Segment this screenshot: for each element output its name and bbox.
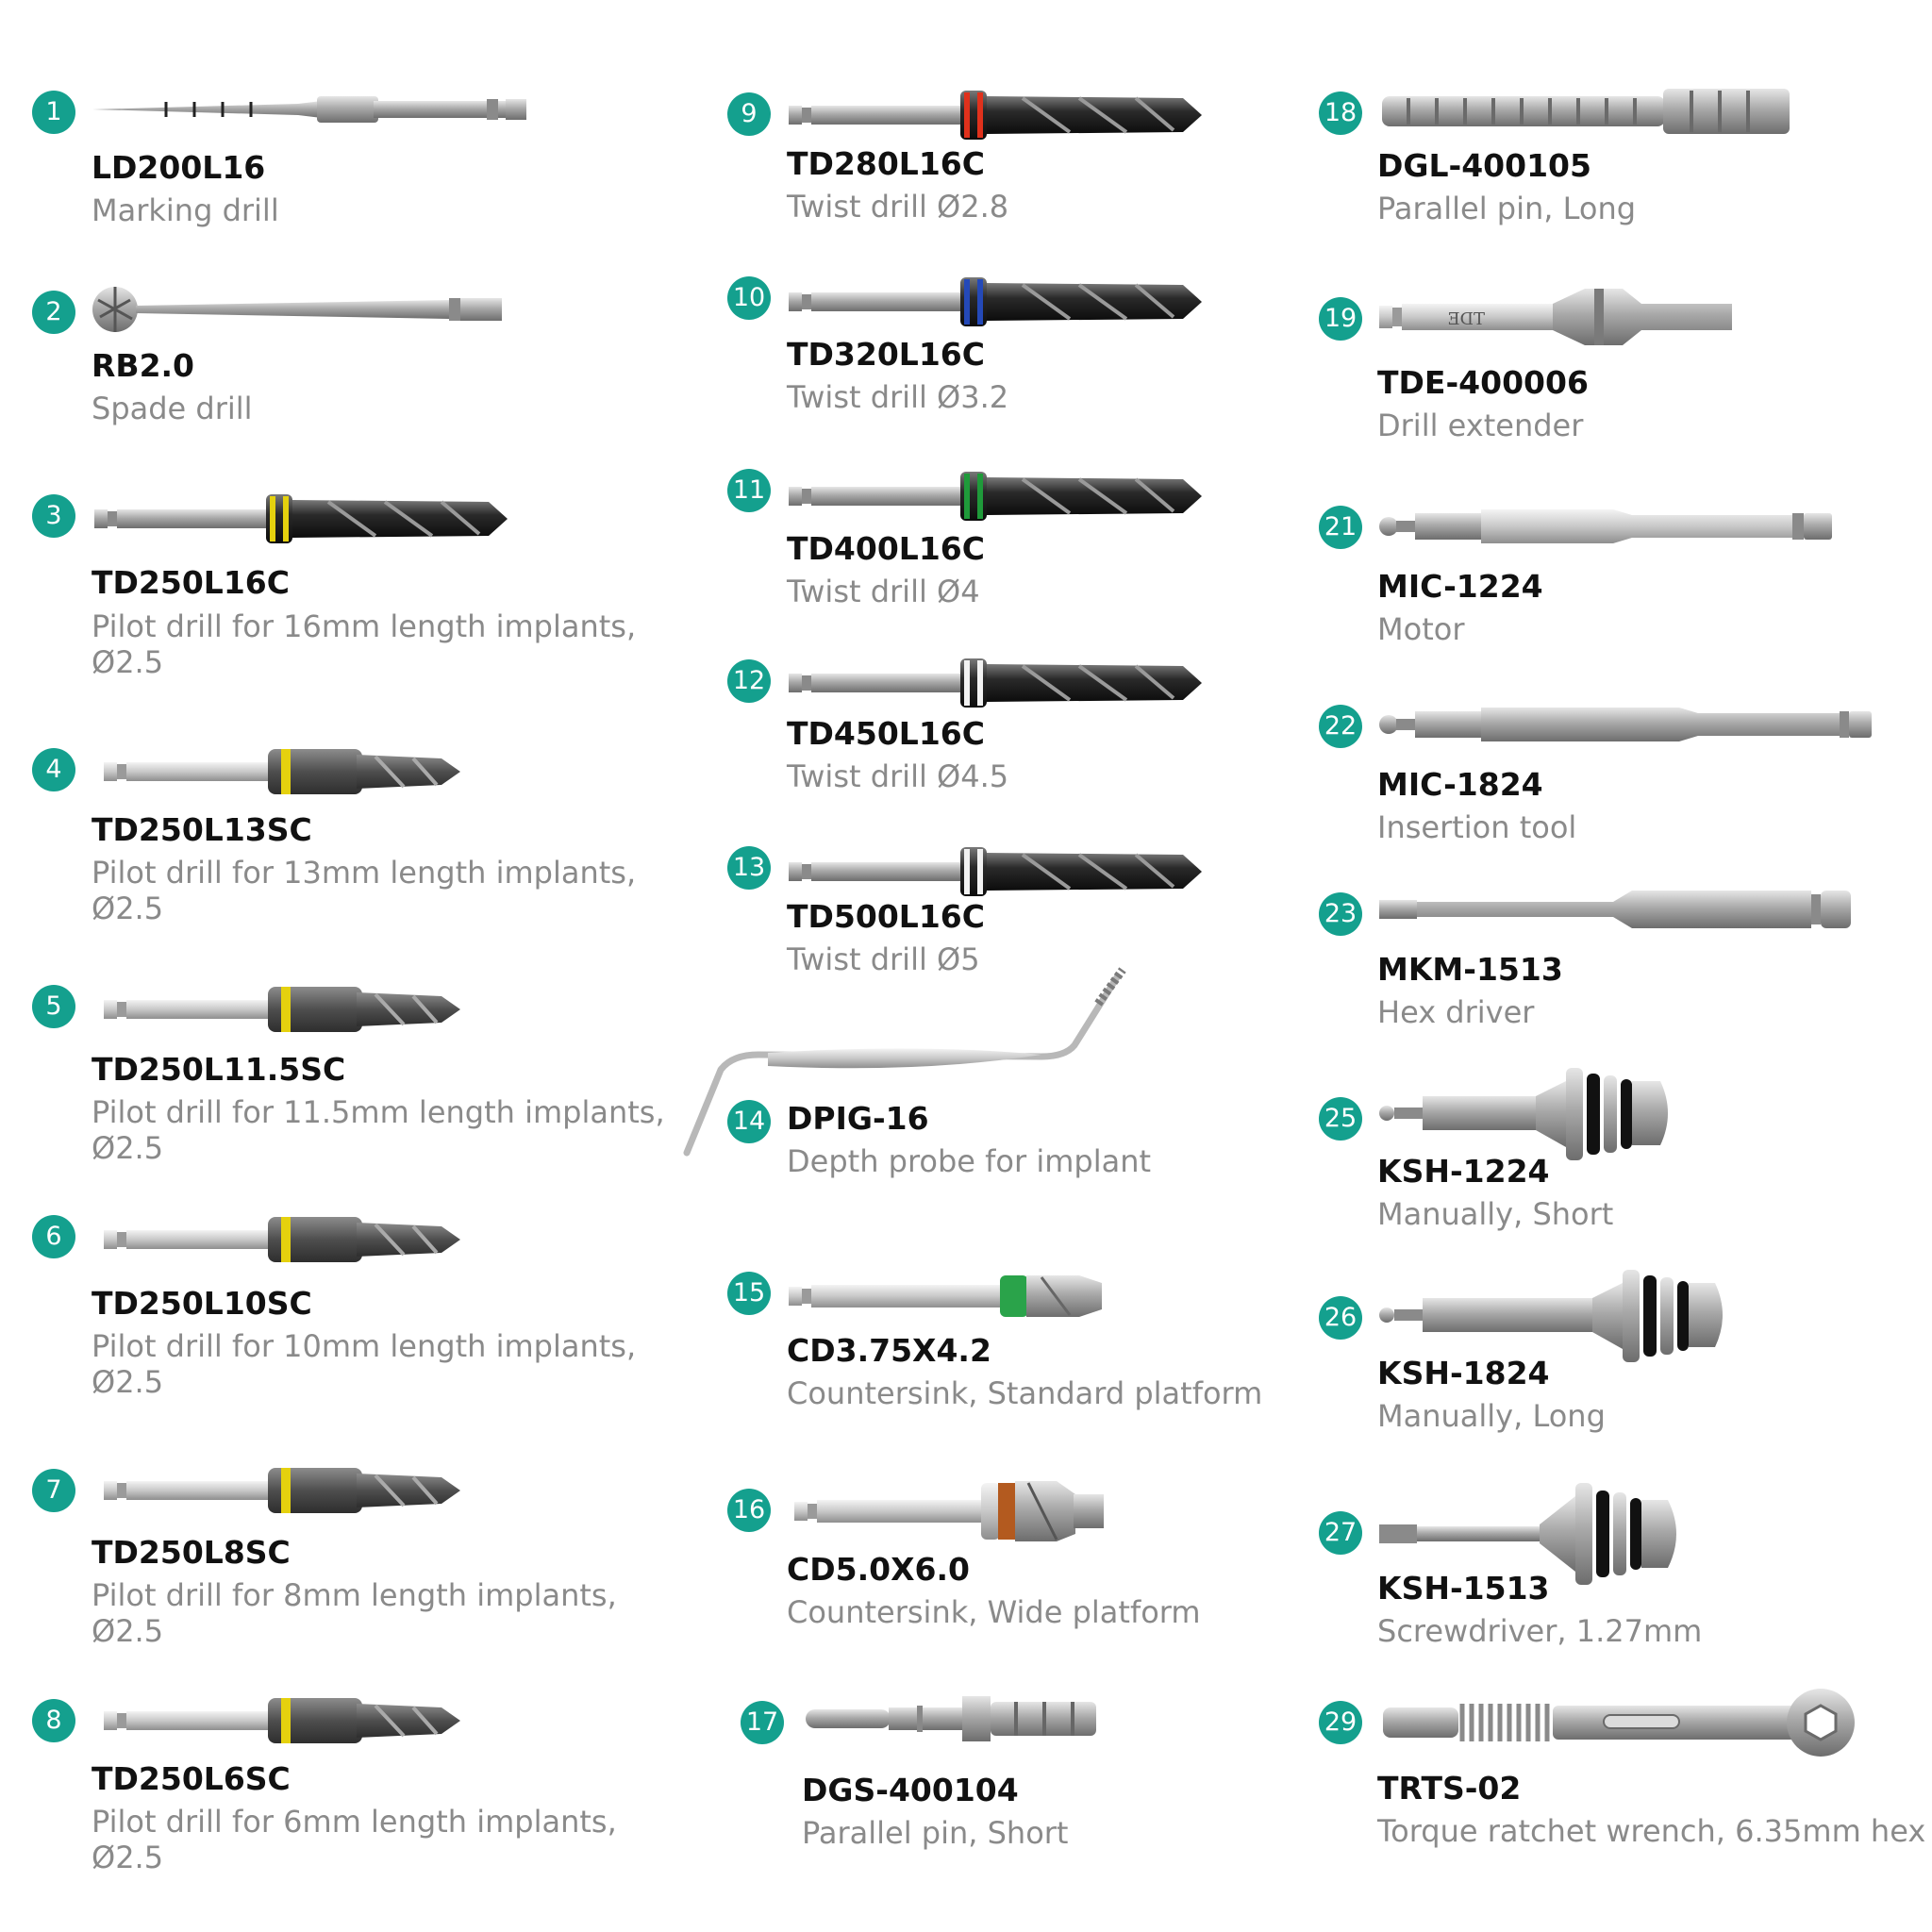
- item-code: TD250L8SC: [92, 1534, 291, 1571]
- item-description: Pilot drill for 13mm length implants,: [92, 855, 637, 891]
- item-number-badge: 14: [727, 1100, 771, 1143]
- item-number-badge: 3: [32, 494, 75, 538]
- item-description: Depth probe for implant: [787, 1143, 1152, 1179]
- item-number-badge: 29: [1319, 1701, 1362, 1744]
- item-number-badge: 17: [741, 1701, 784, 1744]
- item-number-badge: 25: [1319, 1097, 1362, 1141]
- item-code: MIC-1224: [1377, 568, 1543, 605]
- item-description: Manually, Short: [1377, 1196, 1614, 1232]
- item-number-badge: 2: [32, 291, 75, 334]
- item-number-badge: 7: [32, 1469, 75, 1512]
- twist-drill-long-icon: [787, 655, 1211, 711]
- item-number-badge: 10: [727, 276, 771, 320]
- item-number-badge: 15: [727, 1272, 771, 1315]
- item-description-line2: Ø2.5: [92, 891, 164, 926]
- item-description: Spade drill: [92, 391, 253, 426]
- twist-drill-short-icon: [102, 1464, 470, 1517]
- marking-drill-icon: [91, 89, 534, 130]
- item-description: Motor: [1377, 611, 1465, 647]
- item-number-badge: 27: [1319, 1511, 1362, 1555]
- item-description: Pilot drill for 8mm length implants,: [92, 1577, 617, 1613]
- item-code: KSH-1824: [1377, 1355, 1550, 1391]
- item-code: LD200L16: [92, 149, 266, 186]
- item-description: Pilot drill for 16mm length implants,: [92, 608, 637, 644]
- item-number-badge: 9: [727, 92, 771, 136]
- item-description: Screwdriver, 1.27mm: [1377, 1613, 1703, 1649]
- twist-drill-long-icon: [787, 87, 1211, 143]
- item-number-badge: 16: [727, 1489, 771, 1532]
- twist-drill-short-icon: [102, 1694, 470, 1747]
- twist-drill-long-icon: [787, 468, 1211, 525]
- motor-driver-icon: [1377, 500, 1840, 553]
- ratchet-wrench-icon: [1377, 1685, 1868, 1760]
- item-description-line2: Ø2.5: [92, 644, 164, 680]
- twist-drill-short-icon: [102, 983, 470, 1036]
- item-description-line2: Ø2.5: [92, 1364, 164, 1400]
- item-code: KSH-1513: [1377, 1570, 1550, 1607]
- twist-drill-long-icon: [92, 491, 517, 547]
- item-code: MKM-1513: [1377, 951, 1563, 988]
- item-description: Parallel pin, Short: [802, 1815, 1069, 1851]
- item-description-line2: Ø2.5: [92, 1130, 164, 1166]
- item-description: Hex driver: [1377, 994, 1535, 1030]
- item-code: TD250L6SC: [92, 1760, 291, 1797]
- countersink-icon: [787, 1270, 1108, 1323]
- item-code: RB2.0: [92, 347, 195, 384]
- item-description: Drill extender: [1377, 408, 1584, 443]
- twist-drill-short-icon: [102, 1213, 470, 1266]
- item-number-badge: 22: [1319, 705, 1362, 748]
- item-number-badge: 6: [32, 1215, 75, 1258]
- item-description: Pilot drill for 6mm length implants,: [92, 1804, 617, 1840]
- item-number-badge: 13: [727, 846, 771, 890]
- parallel-pin-short-icon: [804, 1692, 1106, 1745]
- manual-driver-icon: [1377, 1062, 1679, 1166]
- item-number-badge: 26: [1319, 1296, 1362, 1340]
- spade-drill-icon: [91, 283, 515, 336]
- item-code: DGL-400105: [1377, 147, 1591, 184]
- twist-drill-long-icon: [787, 274, 1211, 330]
- item-number-badge: 5: [32, 985, 75, 1028]
- item-code: TRTS-02: [1377, 1770, 1522, 1807]
- countersink-icon: [792, 1477, 1113, 1545]
- item-description: Torque ratchet wrench, 6.35mm hex: [1377, 1813, 1926, 1849]
- item-code: DPIG-16: [787, 1100, 929, 1137]
- item-description: Insertion tool: [1377, 809, 1577, 845]
- item-code: MIC-1824: [1377, 766, 1543, 803]
- item-description-line2: Ø2.5: [92, 1840, 164, 1875]
- parallel-pin-long-icon: [1380, 85, 1795, 138]
- item-number-badge: 11: [727, 469, 771, 512]
- insertion-tool-icon: [1377, 698, 1877, 751]
- item-number-badge: 23: [1319, 892, 1362, 936]
- item-description: Parallel pin, Long: [1377, 191, 1637, 226]
- item-code: TD250L11.5SC: [92, 1051, 346, 1088]
- item-description: Twist drill Ø4: [787, 574, 980, 609]
- item-code: TD450L16C: [787, 715, 985, 752]
- item-description: Marking drill: [92, 192, 279, 228]
- item-code: KSH-1224: [1377, 1153, 1550, 1190]
- item-number-badge: 8: [32, 1699, 75, 1742]
- item-number-badge: 21: [1319, 506, 1362, 549]
- item-description: Twist drill Ø2.8: [787, 189, 1009, 225]
- item-code: TD250L16C: [92, 564, 290, 601]
- item-code: TD250L10SC: [92, 1285, 312, 1322]
- item-description: Twist drill Ø5: [787, 941, 980, 977]
- twist-drill-short-icon: [102, 745, 470, 798]
- item-code: CD3.75X4.2: [787, 1332, 991, 1369]
- item-code: TD500L16C: [787, 898, 985, 935]
- item-description: Twist drill Ø3.2: [787, 379, 1009, 415]
- item-description: Pilot drill for 11.5mm length implants,: [92, 1094, 665, 1130]
- manual-driver-icon: [1377, 1264, 1736, 1368]
- item-code: DGS-400104: [802, 1772, 1019, 1808]
- item-code: TD280L16C: [787, 145, 985, 182]
- item-description-line2: Ø2.5: [92, 1613, 164, 1649]
- item-code: CD5.0X6.0: [787, 1551, 970, 1588]
- item-code: TD320L16C: [787, 336, 985, 373]
- item-number-badge: 4: [32, 748, 75, 791]
- item-description: Countersink, Wide platform: [787, 1594, 1201, 1630]
- item-number-badge: 12: [727, 659, 771, 703]
- item-code: TD400L16C: [787, 530, 985, 567]
- engraving-text: TDE: [1447, 309, 1485, 329]
- item-description: Countersink, Standard platform: [787, 1375, 1263, 1411]
- item-description: Manually, Long: [1377, 1398, 1606, 1434]
- item-number-badge: 1: [32, 91, 75, 134]
- item-description: Pilot drill for 10mm length implants,: [92, 1328, 637, 1364]
- twist-drill-long-icon: [787, 843, 1211, 900]
- item-code: TDE-400006: [1377, 364, 1589, 401]
- item-number-badge: 18: [1319, 92, 1362, 135]
- drill-extender-icon: [1377, 283, 1736, 351]
- hex-driver-icon: [1377, 883, 1858, 936]
- item-description: Twist drill Ø4.5: [787, 758, 1009, 794]
- item-number-badge: 19: [1319, 297, 1362, 341]
- item-code: TD250L13SC: [92, 811, 312, 848]
